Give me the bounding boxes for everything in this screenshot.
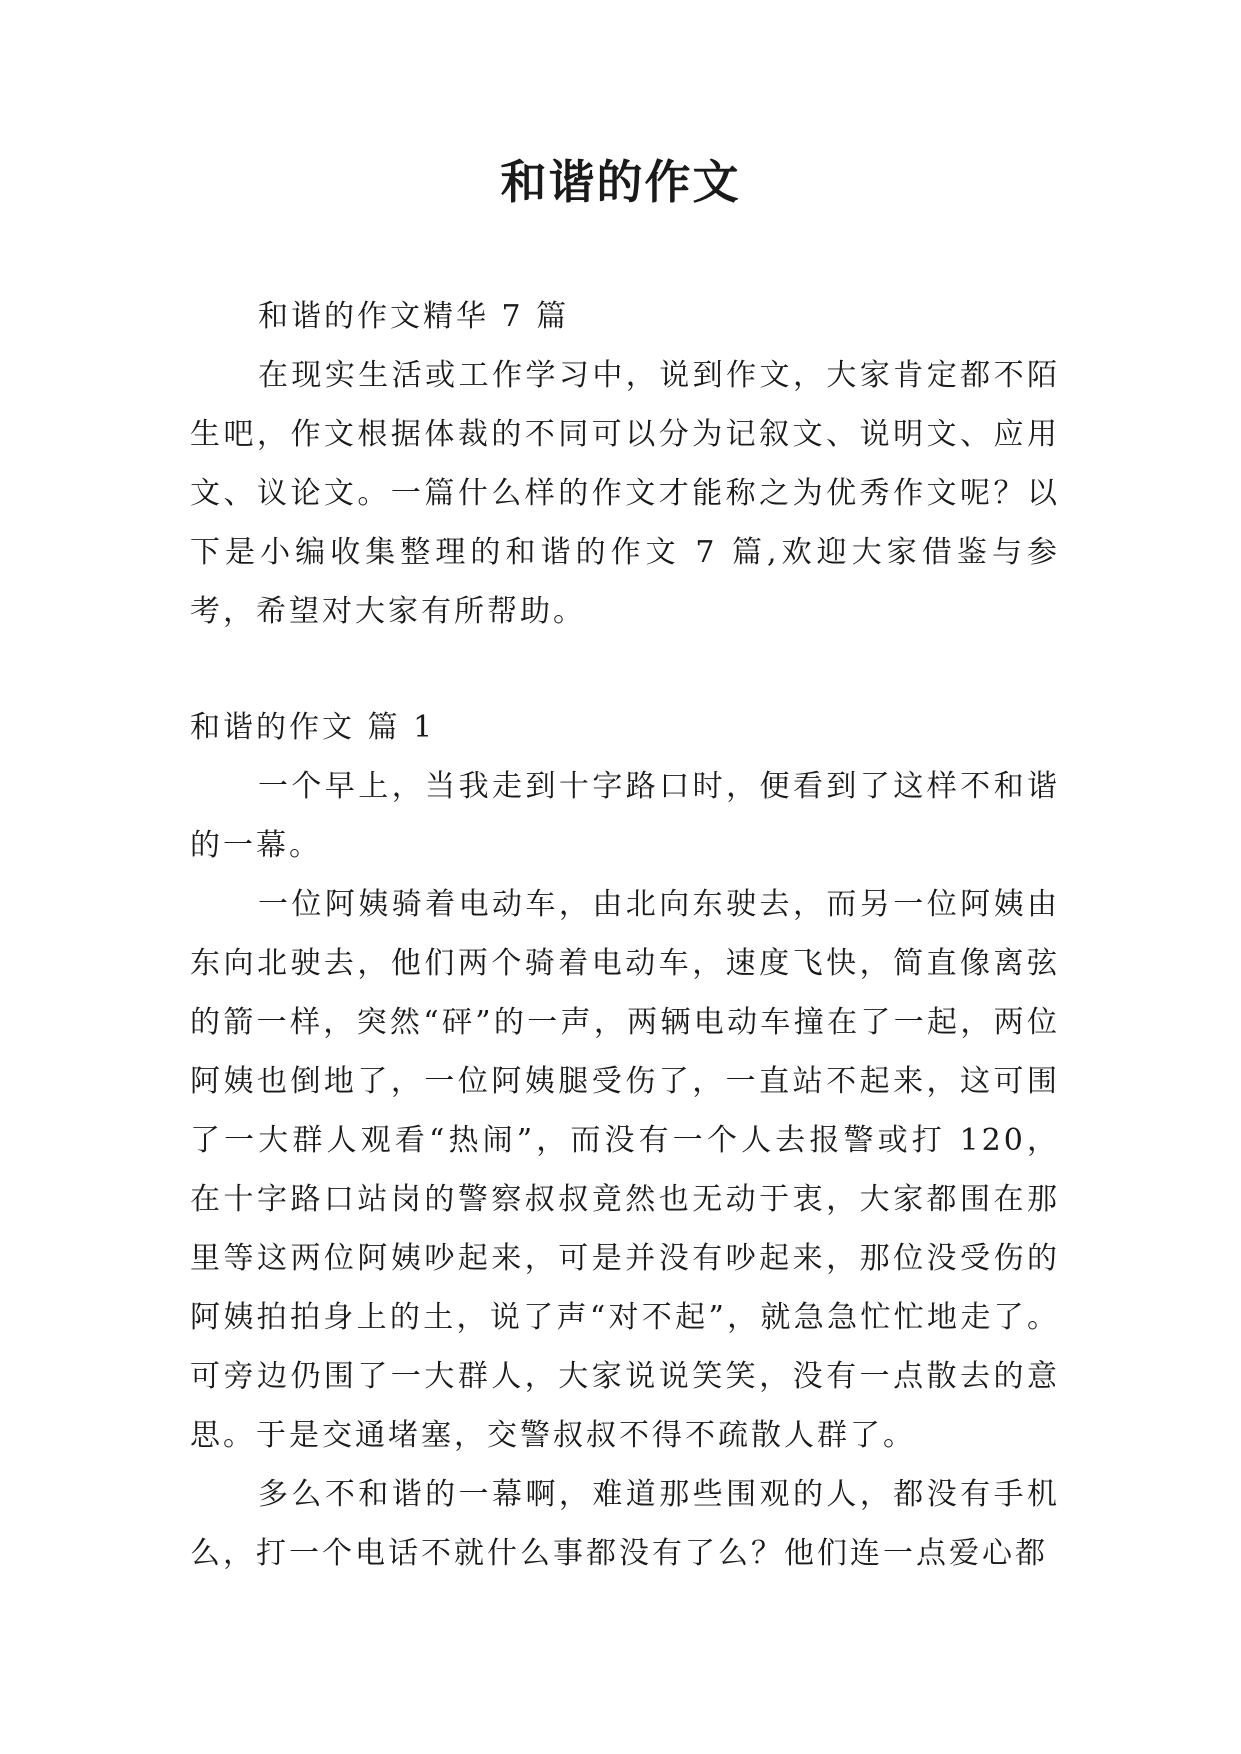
intro-paragraph: 在现实生活或工作学习中，说到作文，大家肯定都不陌生吧，作文根据体裁的不同可以分为记叙文、说明文、应用文、议论文。一篇什么样的作文才能称之为优秀作文呢？以下是小编收集整理的和谐的作文 7 篇,欢迎大家借鉴与参考，希望对大家有所帮助。 bbox=[190, 358, 1060, 629]
essay-section bbox=[190, 698, 1060, 1583]
essay-paragraph: 多么不和谐的一幕啊，难道那些围观的人，都没有手机么，打一个电话不就什么事都没有了么？他们连一点爱心都 bbox=[190, 1477, 1060, 1571]
intro-section bbox=[190, 287, 1060, 641]
essay-paragraph: 一个早上，当我走到十字路口时，便看到了这样不和谐的一幕。 bbox=[190, 769, 1060, 863]
document-subtitle: 和谐的作文精华 7 篇 bbox=[258, 299, 570, 334]
essay-paragraph: 一位阿姨骑着电动车，由北向东驶去，而另一位阿姨由东向北驶去，他们两个骑着电动车，速度飞快，简直像离弦的箭一样，突然“砰”的一声，两辆电动车撞在了一起，两位阿姨也倒地了，一位阿姨腿受伤了，一直站不起来，这可围了一大群人观看“热闹”，而没有一个人去报警或打 120，在十字路口站岗的警察叔叔竟然也无动于衷，大家都围在那里等这两位阿姨吵起来，可是并没有吵起来，那位没受伤的阿姨拍拍身上的土，说了声“对不起”，就急急忙忙地走了。可旁边仍围了一大群人，大家说说笑笑，没有一点散去的意思。于是交通堵塞，交警叔叔不得不疏散人群了。 bbox=[190, 887, 1060, 1453]
document-title: 和谐的作文 bbox=[500, 155, 741, 209]
essay-heading: 和谐的作文 篇 1 bbox=[190, 710, 436, 745]
